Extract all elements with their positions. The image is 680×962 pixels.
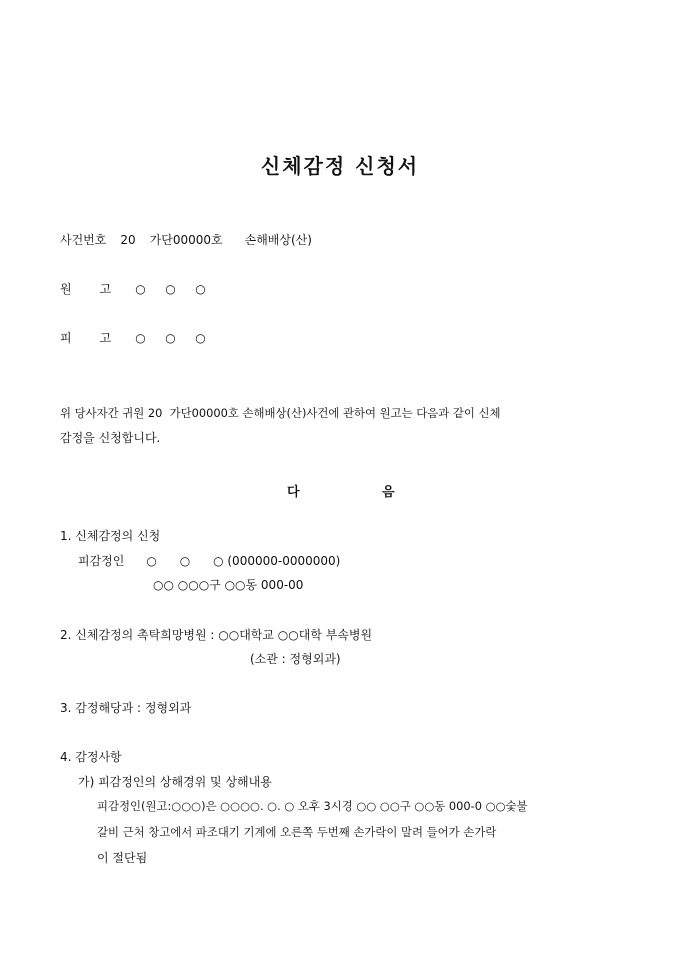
item-3-title: 3. 감정해당과 : 정형외과 bbox=[60, 701, 192, 715]
plaintiff-name-3: ○ bbox=[195, 282, 206, 296]
item-4-para-line-3: 이 절단됨 bbox=[97, 851, 148, 865]
plaintiff-name-1: ○ bbox=[135, 282, 146, 296]
defendant-name-2: ○ bbox=[165, 331, 176, 345]
item-4-subtitle: 가) 피감정인의 상해경위 및 상해내용 bbox=[78, 775, 272, 789]
defendant-label-b: 고 bbox=[99, 331, 112, 345]
item-1-title: 1. 신체감정의 신청 bbox=[60, 529, 161, 543]
defendant-label-a: 피 bbox=[60, 331, 72, 345]
case-number: 가단00000호 bbox=[149, 233, 223, 247]
intro-line-2: 감정을 신청합니다. bbox=[60, 431, 161, 445]
defendant-name-3: ○ bbox=[195, 331, 206, 345]
plaintiff-name-2: ○ bbox=[165, 282, 176, 296]
item-4-para-line-2: 갈비 근처 창고에서 파조대기 기계에 오른쪽 두번째 손가락이 말려 들어가 손가락 bbox=[97, 825, 497, 839]
case-year: 20 bbox=[120, 233, 136, 247]
case-type: 손해배상(산) bbox=[244, 233, 312, 247]
heading-char-1: 다 bbox=[287, 485, 300, 500]
item-2-sub: (소관 : 정형외과) bbox=[250, 652, 341, 666]
subject-label: 피감정인 bbox=[78, 554, 125, 568]
plaintiff-label-b: 고 bbox=[99, 282, 112, 296]
document-title: 신체감정 신청서 bbox=[260, 154, 420, 178]
case-label: 사건번호 bbox=[60, 233, 107, 247]
item-4-title: 4. 감정사항 bbox=[60, 750, 122, 764]
plaintiff-label-a: 원 bbox=[60, 282, 72, 296]
intro-line-1: 위 당사자간 귀원 20 가단00000호 손해배상(산)사건에 관하여 원고는 다음과 같이 신체 bbox=[60, 406, 501, 420]
item-1-subject bbox=[78, 553, 340, 569]
subject-name: ○ ○ ○ (000000-0000000) bbox=[146, 554, 341, 568]
case-line bbox=[60, 232, 312, 248]
item-2-title: 2. 신체감정의 촉탁희망병원 : ○○대학교 ○○대학 부속병원 bbox=[60, 628, 373, 642]
heading-char-2: 음 bbox=[382, 485, 395, 500]
defendant-line bbox=[60, 330, 225, 346]
defendant-name-1: ○ bbox=[135, 331, 146, 345]
subject-address: ○○ ○○○구 ○○동 000-00 bbox=[153, 578, 304, 592]
item-4-para-line-1: 피감정인(원고:○○○)은 ○○○○. ○. ○ 오후 3시경 ○○ ○○구 ○○동 000-0 ○○숯불 bbox=[97, 799, 528, 813]
plaintiff-line bbox=[60, 281, 225, 297]
